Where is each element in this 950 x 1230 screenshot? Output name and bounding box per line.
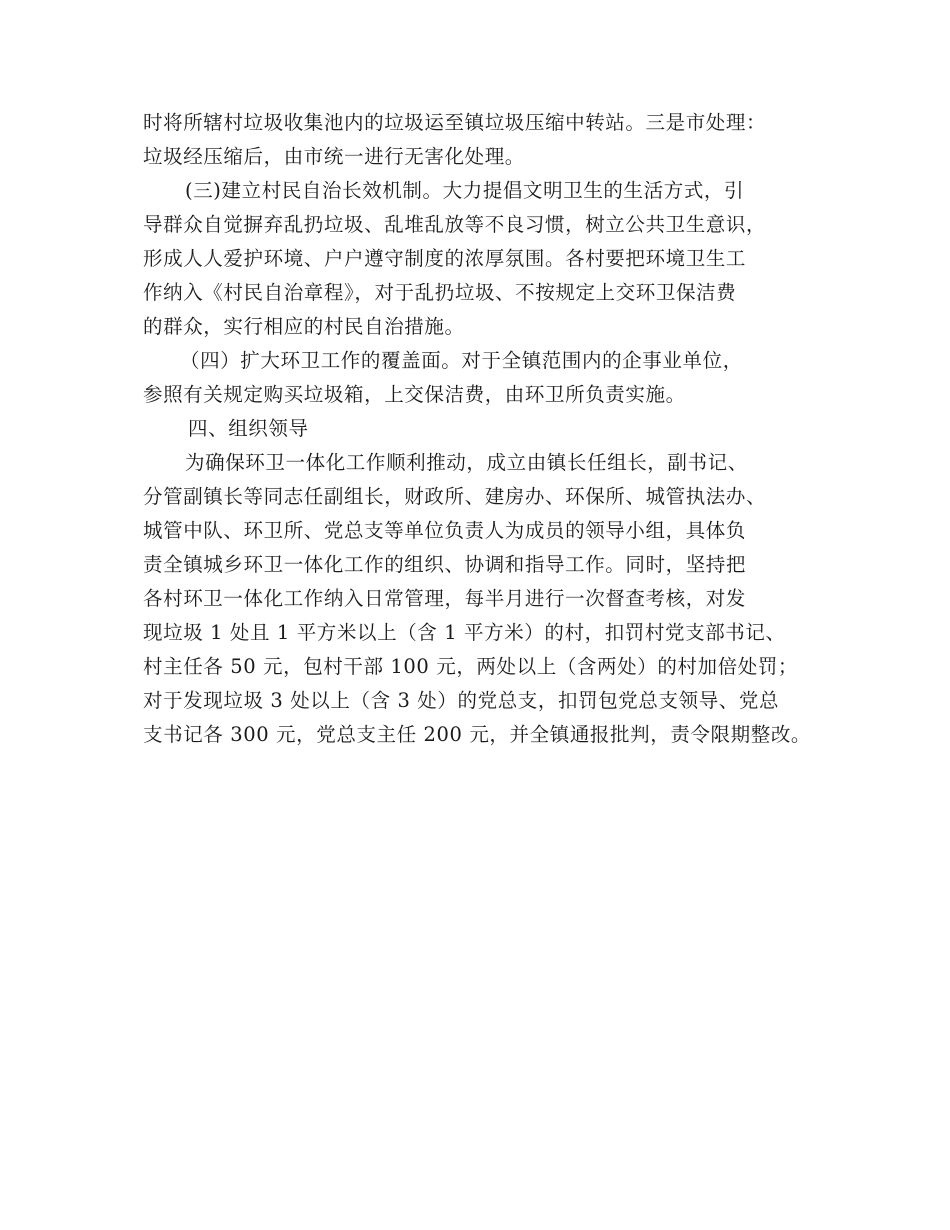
paragraph-line: 责全镇城乡环卫一体化工作的组织、协调和指导工作。同时，坚持把 <box>143 553 747 576</box>
paragraph-line: 作纳入《村民自治章程》，对于乱扔垃圾、不按规定上交环卫保洁费 <box>143 281 737 304</box>
paragraph-line: 导群众自觉摒弃乱扔垃圾、乱堆乱放等不良习惯，树立公共卫生意识， <box>143 213 767 236</box>
paragraph-line: 现垃圾 1 处且 1 平方米以上（含 1 平方米）的村，扣罚村党支部书记、 <box>143 621 786 644</box>
paragraph-line: 城管中队、环卫所、党总支等单位负责人为成员的领导小组，具体负 <box>143 519 747 542</box>
paragraph-line: 形成人人爱护环境、户户遵守制度的浓厚氛围。各村要把环境卫生工 <box>143 247 747 270</box>
paragraph-line: 分管副镇长等同志任副组长，财政所、建房办、环保所、城管执法办、 <box>143 485 767 508</box>
paragraph-line: 对于发现垃圾 3 处以上（含 3 处）的党总支，扣罚包党总支领导、党总 <box>143 689 780 712</box>
section-heading: 四、组织领导 <box>188 417 309 440</box>
paragraph-line: 支书记各 300 元，党总支主任 200 元，并全镇通报批判，责令限期整改。 <box>143 723 812 746</box>
paragraph-line: 为确保环卫一体化工作顺利推动，成立由镇长任组长，副书记、 <box>185 451 748 474</box>
paragraph-line: 参照有关规定购买垃圾箱，上交保洁费，由环卫所负责实施。 <box>143 383 686 406</box>
paragraph-line: 时将所辖村垃圾收集池内的垃圾运至镇垃圾压缩中转站。三是市处理： <box>143 111 767 134</box>
paragraph-line: (三)建立村民自治长效机制。大力提倡文明卫生的生活方式，引 <box>185 179 745 202</box>
paragraph-line: 各村环卫一体化工作纳入日常管理，每半月进行一次督查考核，对发 <box>143 587 747 610</box>
paragraph-line: 村主任各 50 元，包村干部 100 元，两处以上（含两处）的村加倍处罚； <box>143 655 799 678</box>
paragraph-line: 垃圾经压缩后，由市统一进行无害化处理。 <box>143 145 525 168</box>
paragraph-line: （四）扩大环卫工作的覆盖面。对于全镇范围内的企事业单位， <box>180 349 743 372</box>
paragraph-line: 的群众，实行相应的村民自治措施。 <box>143 315 465 338</box>
